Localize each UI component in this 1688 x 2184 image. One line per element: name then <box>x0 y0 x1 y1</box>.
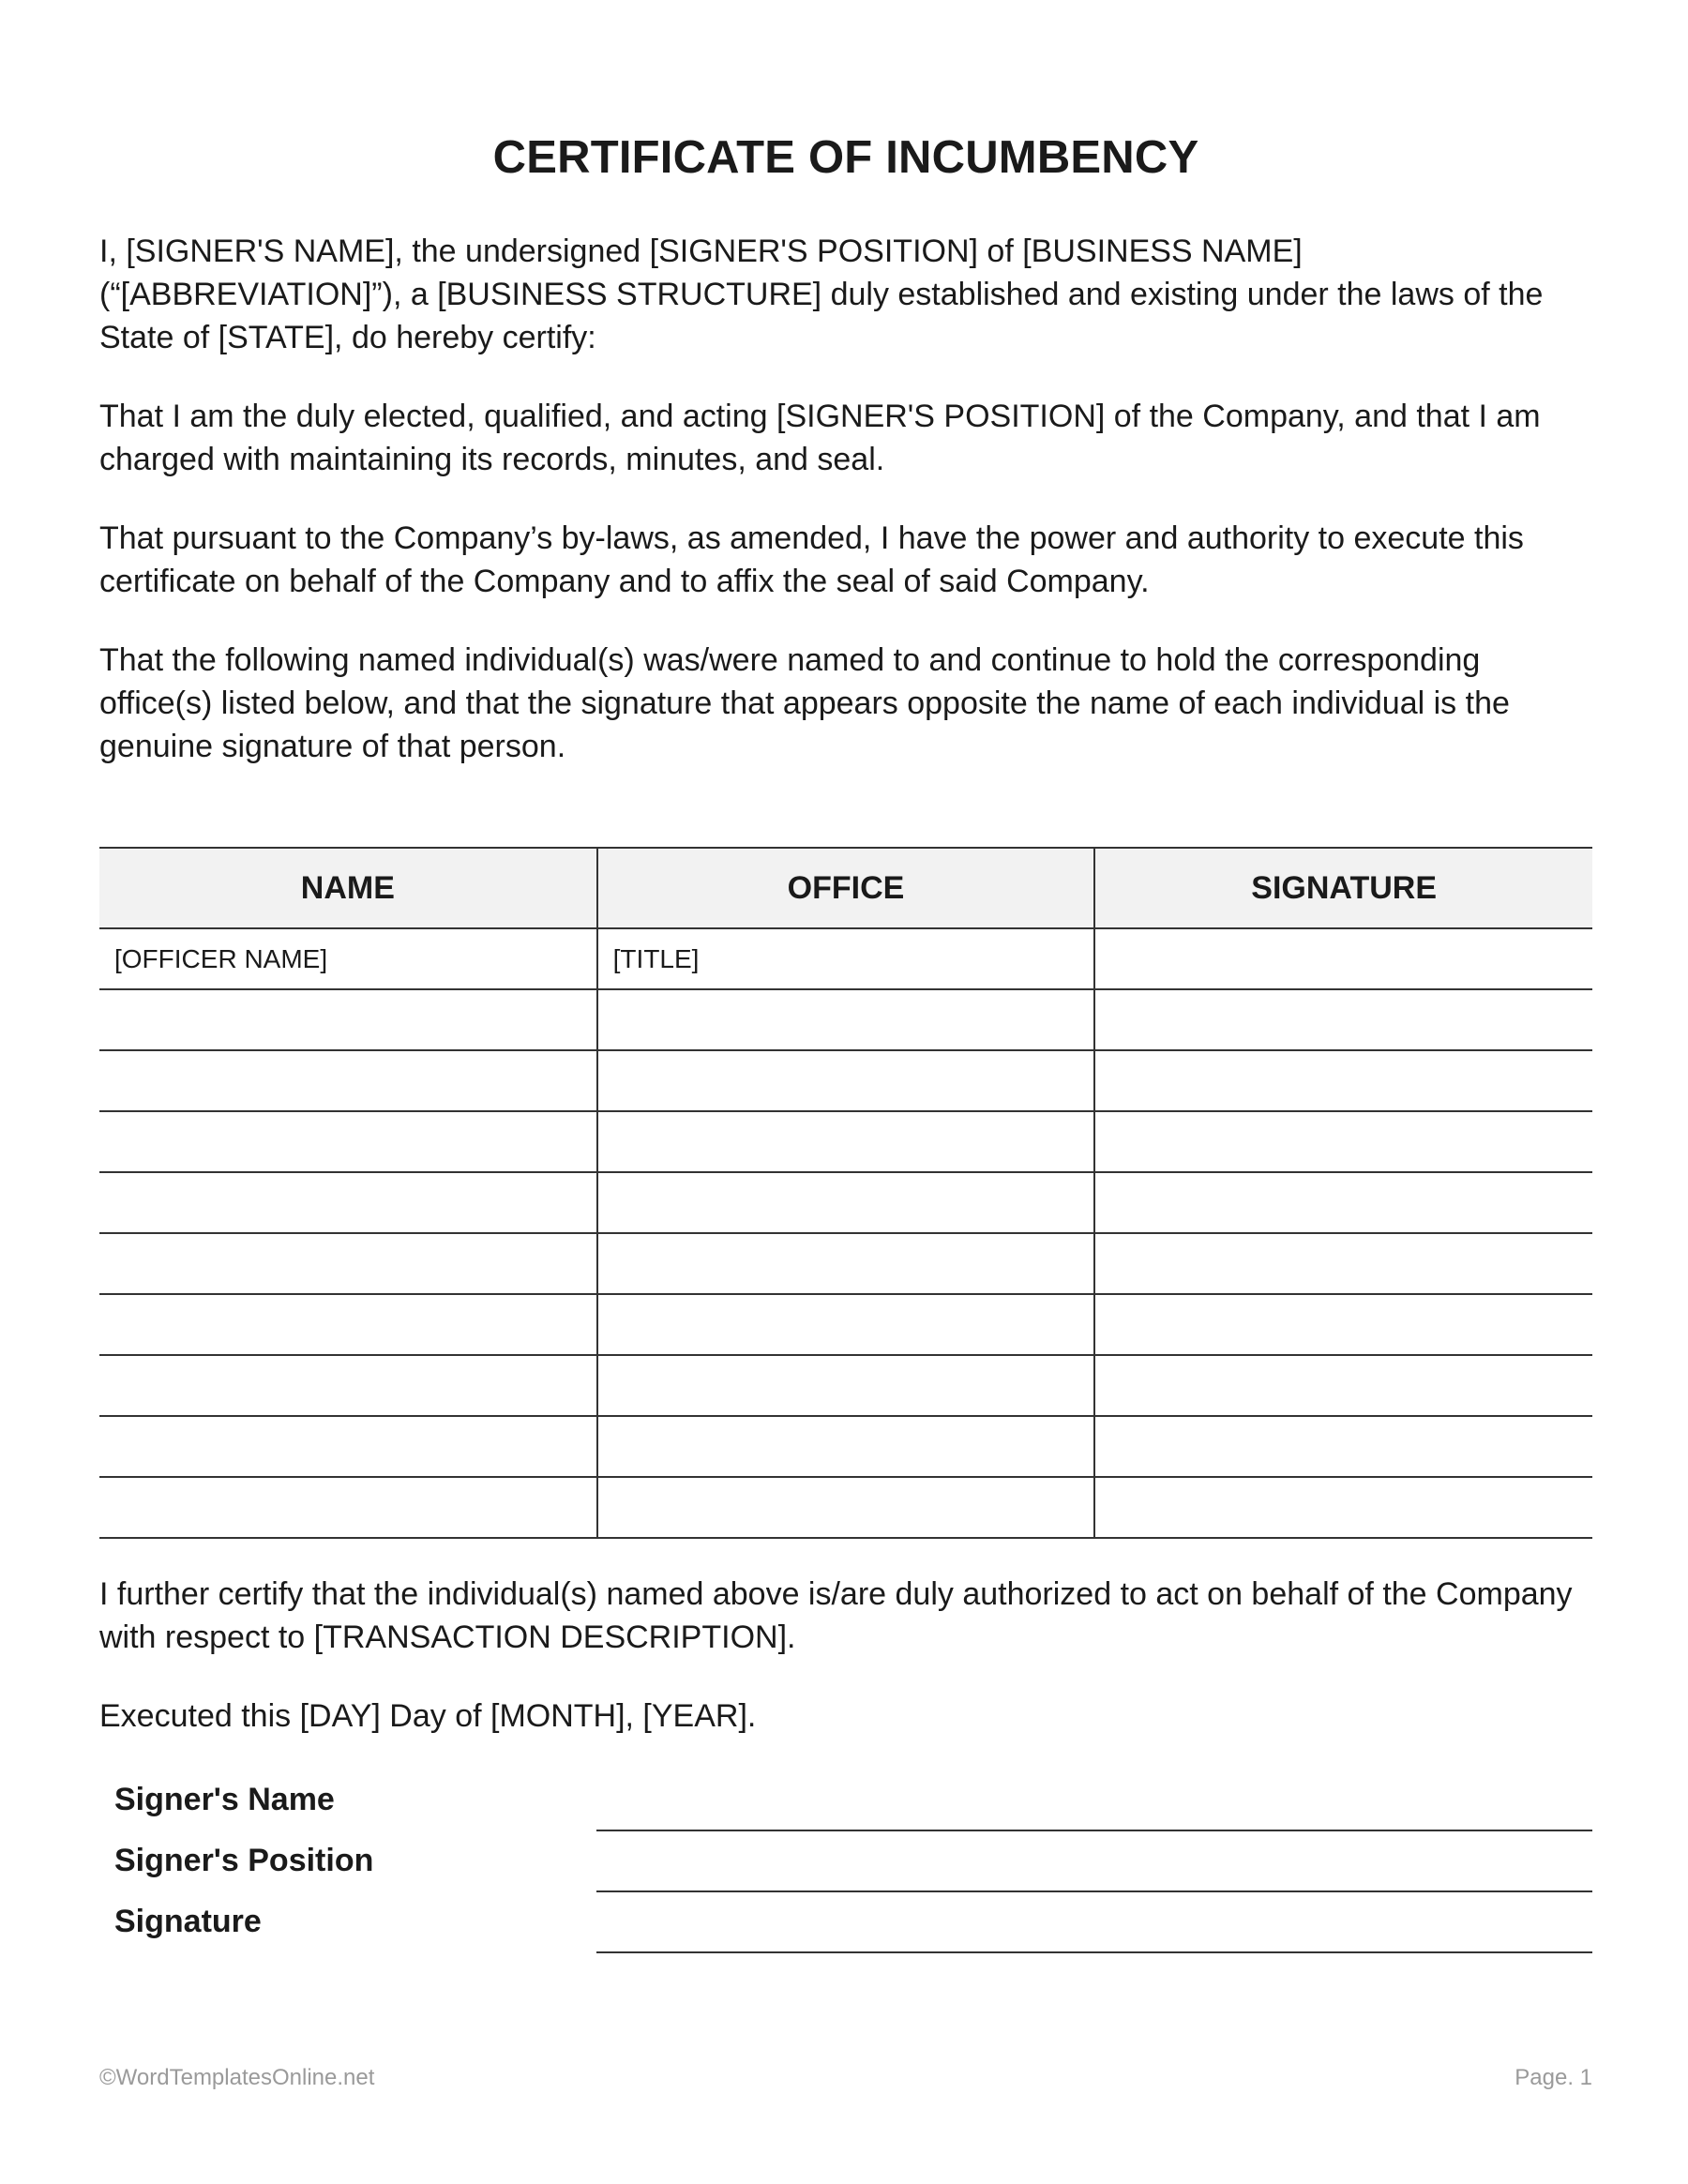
officer-signature-cell[interactable] <box>1094 1111 1592 1172</box>
column-header-name: NAME <box>99 848 597 928</box>
officer-signature-cell[interactable] <box>1094 1416 1592 1477</box>
officer-name-cell[interactable] <box>99 1355 597 1416</box>
signer-position-row <box>99 1838 1592 1899</box>
signer-name-row <box>99 1777 1592 1838</box>
signature-row <box>99 1899 1592 1960</box>
table-row <box>99 1477 1592 1538</box>
officer-signature-cell[interactable] <box>1094 928 1592 989</box>
signer-position-label: Signer's Position <box>114 1843 374 1878</box>
officer-signature-cell[interactable] <box>1094 1294 1592 1355</box>
officer-table <box>99 847 1592 1539</box>
signer-name-line[interactable] <box>596 1830 1592 1831</box>
table-row <box>99 928 1592 989</box>
officer-name-cell[interactable] <box>99 1111 597 1172</box>
document-title: CERTIFICATE OF INCUMBENCY <box>492 132 1199 183</box>
officer-signature-cell[interactable] <box>1094 1050 1592 1111</box>
table-row <box>99 1416 1592 1477</box>
officer-office-cell[interactable] <box>597 1294 1095 1355</box>
officer-office-cell[interactable] <box>597 1111 1095 1172</box>
officer-office-cell[interactable] <box>597 1050 1095 1111</box>
officer-office-cell[interactable]: [TITLE] <box>597 928 1095 989</box>
officer-office-cell[interactable] <box>597 989 1095 1050</box>
officer-office-cell[interactable] <box>597 1416 1095 1477</box>
officer-name-cell[interactable] <box>99 1172 597 1233</box>
officer-name-cell[interactable] <box>99 1294 597 1355</box>
authority-paragraph: That pursuant to the Company’s by-laws, as amended, I have the power and authority to execute this certificate on behalf of the Company and to affix the seal of said Company. <box>99 520 1524 599</box>
officer-signature-cell[interactable] <box>1094 1172 1592 1233</box>
column-header-signature: SIGNATURE <box>1094 848 1592 928</box>
column-header-office: OFFICE <box>597 848 1095 928</box>
officer-office-cell[interactable] <box>597 1233 1095 1294</box>
table-row <box>99 1111 1592 1172</box>
table-row <box>99 1233 1592 1294</box>
officer-name-cell[interactable]: [OFFICER NAME] <box>99 928 597 989</box>
executed-date-paragraph: Executed this [DAY] Day of [MONTH], [YEAR]. <box>99 1698 757 1734</box>
officer-name-cell[interactable] <box>99 1233 597 1294</box>
officer-office-cell[interactable] <box>597 1477 1095 1538</box>
table-row <box>99 1172 1592 1233</box>
officer-signature-cell[interactable] <box>1094 1477 1592 1538</box>
table-row <box>99 1294 1592 1355</box>
signature-line[interactable] <box>596 1951 1592 1953</box>
table-row <box>99 989 1592 1050</box>
officer-name-cell[interactable] <box>99 1416 597 1477</box>
signature-block <box>99 1777 1592 1960</box>
officer-signature-cell[interactable] <box>1094 989 1592 1050</box>
officer-signature-cell[interactable] <box>1094 1355 1592 1416</box>
intro-paragraph: I, [SIGNER'S NAME], the undersigned [SIGNER'S POSITION] of [BUSINESS NAME] (“[ABBREVIATION]”), a [BUSINESS STRUCTURE] duly established and existing under the laws of the State of [STATE], do hereby certify: <box>99 233 1544 355</box>
page-number: Page. 1 <box>1515 2065 1592 2090</box>
signature-label: Signature <box>114 1904 262 1939</box>
copyright-text: ©WordTemplatesOnline.net <box>99 2065 375 2090</box>
officer-office-cell[interactable] <box>597 1355 1095 1416</box>
further-certify-paragraph: I further certify that the individual(s) named above is/are duly authorized to act on behalf of the Company with respect to [TRANSACTION DESCRIPTION]. <box>99 1576 1573 1655</box>
signer-position-line[interactable] <box>596 1890 1592 1892</box>
officer-name-cell[interactable] <box>99 1050 597 1111</box>
table-row <box>99 1050 1592 1111</box>
named-individuals-paragraph: That the following named individual(s) was/were named to and continue to hold the corresponding office(s) listed below, and that the signature that appears opposite the name of each individual is the genuine signature of that person. <box>99 642 1510 764</box>
table-row <box>99 1355 1592 1416</box>
signer-name-label: Signer's Name <box>114 1782 335 1817</box>
officer-name-cell[interactable] <box>99 1477 597 1538</box>
duly-elected-paragraph: That I am the duly elected, qualified, and acting [SIGNER'S POSITION] of the Company, and that I am charged with maintaining its records, minutes, and seal. <box>99 399 1541 477</box>
officer-name-cell[interactable] <box>99 989 597 1050</box>
officer-signature-cell[interactable] <box>1094 1233 1592 1294</box>
table-header-row <box>99 848 1592 928</box>
officer-office-cell[interactable] <box>597 1172 1095 1233</box>
